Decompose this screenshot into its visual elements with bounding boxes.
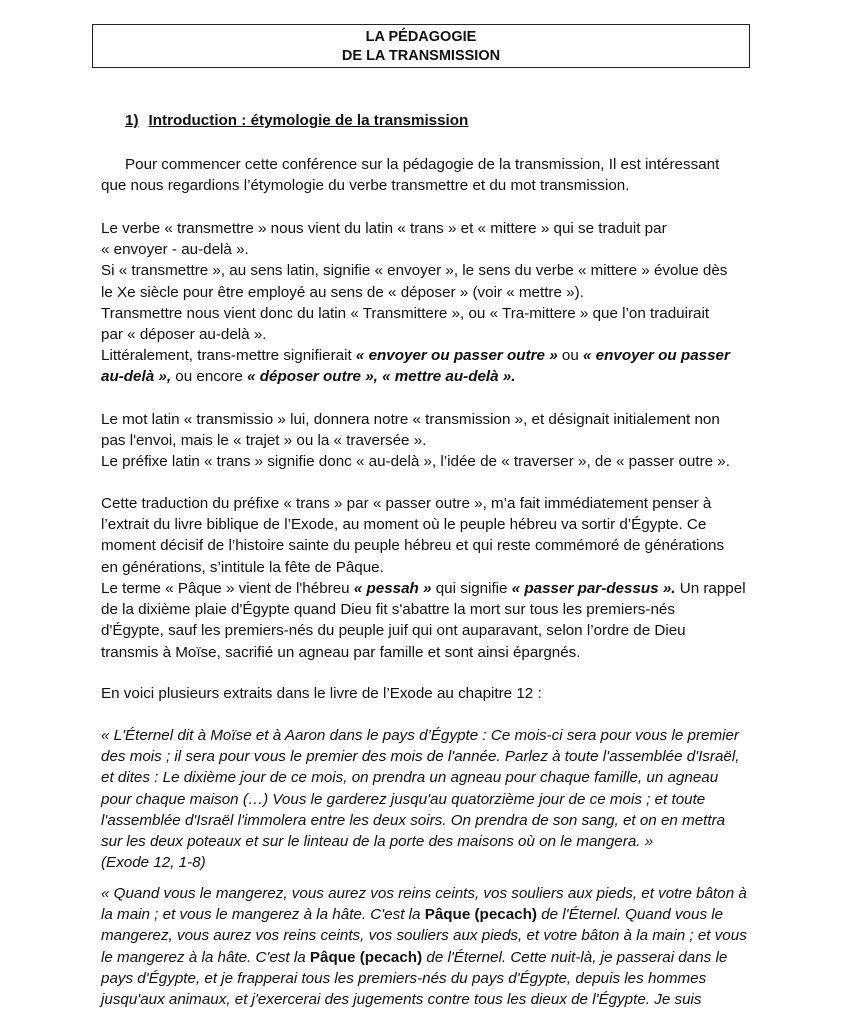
text-line: « L'Éternel dit à Moïse et à Aaron dans le pays d’Égypte : Ce mois-ci sera pour vous le premier <box>101 727 739 744</box>
emphasis-text: « envoyer ou passer <box>583 347 730 364</box>
emphasis-text: « envoyer ou passer outre » <box>355 347 558 364</box>
document-title-box <box>92 24 750 68</box>
text-line: Cette traduction du préfixe « trans » par « passer outre », m’a fait immédiatement penser à <box>101 495 712 512</box>
text-line: pour chaque maison (…) Vous le garderez jusqu'au quatorzième jour de ce mois ; et toute <box>101 790 706 808</box>
title-line-1: LA PÉDAGOGIE <box>365 29 477 45</box>
text-line: pays d'Égypte, et je frapperai tous les premiers-nés du pays d'Égypte, depuis les hommes <box>101 969 707 987</box>
text-run: qui signifie <box>431 580 512 597</box>
text-run: de l'Éternel. Cette nuit-là, je passerai dans le <box>422 948 728 966</box>
text-run: Un rappel <box>675 580 746 597</box>
text-line <box>101 947 744 968</box>
text-line: Pour commencer cette conférence sur la pédagogie de la transmission, Il est intéressant <box>125 156 720 173</box>
text-line <box>101 366 744 387</box>
text-line: mangerez, vous aurez vos reins ceints, vos souliers aux pieds, et votre bâton à la main ; et vous <box>101 927 747 945</box>
text-line: Si « transmettre », au sens latin, signifie « envoyer », le sens du verbe « mittere » évolue dès <box>101 262 728 280</box>
paragraph-paque <box>101 578 744 663</box>
text-line <box>101 578 744 599</box>
section-heading <box>125 112 468 129</box>
emphasis-text: au-delà », <box>101 368 172 386</box>
paragraph-intro <box>101 154 744 196</box>
text-line: l'assemblée d'Israël l'immolera entre les deux soirs. On prendra de son sang, et on en mettra <box>101 811 726 829</box>
text-line: Le mot latin « transmissio » lui, donnera notre « transmission », et désignait initialement non <box>101 411 720 428</box>
text-run: Littéralement, trans-mettre signifierait <box>101 347 356 364</box>
section-title: Introduction : étymologie de la transmission <box>148 112 469 129</box>
text-line: Le verbe « transmettre » nous vient du latin « trans » et « mittere » qui se traduit par <box>101 220 667 237</box>
text-line: pas l'envoi, mais le « trajet » ou la « traversée ». <box>101 432 427 450</box>
text-line: des mois ; il sera pour vous le premier des mois de l'année. Parlez à toute l'assemblée d'Israël, <box>101 748 740 766</box>
text-line: que nous regardions l’étymologie du verbe transmettre et du mot transmission. <box>101 177 630 195</box>
paragraph-extraits-intro <box>101 683 744 704</box>
emphasis-text: « passer par-dessus ». <box>511 580 676 597</box>
paragraph-traduction <box>101 493 744 578</box>
text-line: Transmettre nous vient donc du latin « Transmittere », ou « Tra-mittere » que l’on traduirait <box>101 304 710 322</box>
text-line <box>101 904 744 925</box>
text-run: ou encore <box>171 368 248 386</box>
text-line: le Xe siècle pour être employé au sens de « déposer » (voir « mettre »). <box>101 283 584 301</box>
quote-exode-1 <box>101 725 744 873</box>
paragraph-litteralement <box>101 345 744 387</box>
quote-reference: (Exode 12, 1-8) <box>101 854 206 872</box>
paragraph-mot-latin <box>101 409 744 473</box>
text-line: « envoyer - au-delà ». <box>101 241 249 259</box>
emphasis-text: Pâque (pecach) <box>424 906 537 924</box>
section-number: 1) <box>125 112 139 129</box>
text-line: l’extrait du livre biblique de l’Exode, au moment où le peuple hébreu va sortir d’Égypte. Ce <box>101 516 707 534</box>
text-line: transmis à Moïse, sacrifié un agneau par famille et sont ainsi épargnés. <box>101 643 581 661</box>
paragraph-verbe <box>101 218 744 345</box>
text-line: moment décisif de l’histoire sainte du peuple hébreu et qui reste commémoré de générations <box>101 537 725 555</box>
title-line-2: DE LA TRANSMISSION <box>341 48 501 64</box>
emphasis-text: « déposer outre », « mettre au-delà ». <box>247 368 516 386</box>
text-run: de l'Éternel. Quand vous le <box>536 906 724 924</box>
text-line: d'Égypte, sauf les premiers-nés du peuple juif qui ont auparavant, selon l’ordre de Dieu <box>101 622 686 640</box>
text-line: En voici plusieurs extraits dans le livre de l’Exode au chapitre 12 : <box>101 685 542 702</box>
text-line: sur les deux poteaux et sur le linteau de la porte des maisons où on le mangera. » <box>101 833 654 851</box>
emphasis-text: Pâque (pecach) <box>309 948 423 966</box>
text-line: par « déposer au-delà ». <box>101 326 267 344</box>
text-run: la main ; et vous le mangerez à la hâte. C'est la <box>101 906 425 924</box>
text-line: jusqu'aux animaux, et j'exercerai des jugements contre tous les dieux de l'Égypte. Je suis <box>101 991 702 1009</box>
text-line <box>101 345 744 366</box>
quote-exode-2 <box>101 883 747 1010</box>
text-run: Le terme « Pâque » vient de l'hébreu <box>101 580 354 597</box>
emphasis-text: « pessah » <box>353 580 432 597</box>
text-line: Le préfixe latin « trans » signifie donc « au-delà », l’idée de « traverser », de « passer outre ». <box>101 453 730 471</box>
text-line: et dites : Le dixième jour de ce mois, on prendra un agneau pour chaque famille, un agneau <box>101 769 719 787</box>
text-line: en générations, s’intitule la fête de Pâque. <box>101 558 384 576</box>
text-line: de la dixième plaie d'Égypte quand Dieu fit s'abattre la mort sur tous les premiers-nés <box>101 601 675 619</box>
text-line: « Quand vous le mangerez, vous aurez vos reins ceints, vos souliers aux pieds, et votre bâton à <box>101 885 747 902</box>
text-run: le mangerez à la hâte. C'est la <box>101 948 310 966</box>
text-run: ou <box>557 347 584 364</box>
